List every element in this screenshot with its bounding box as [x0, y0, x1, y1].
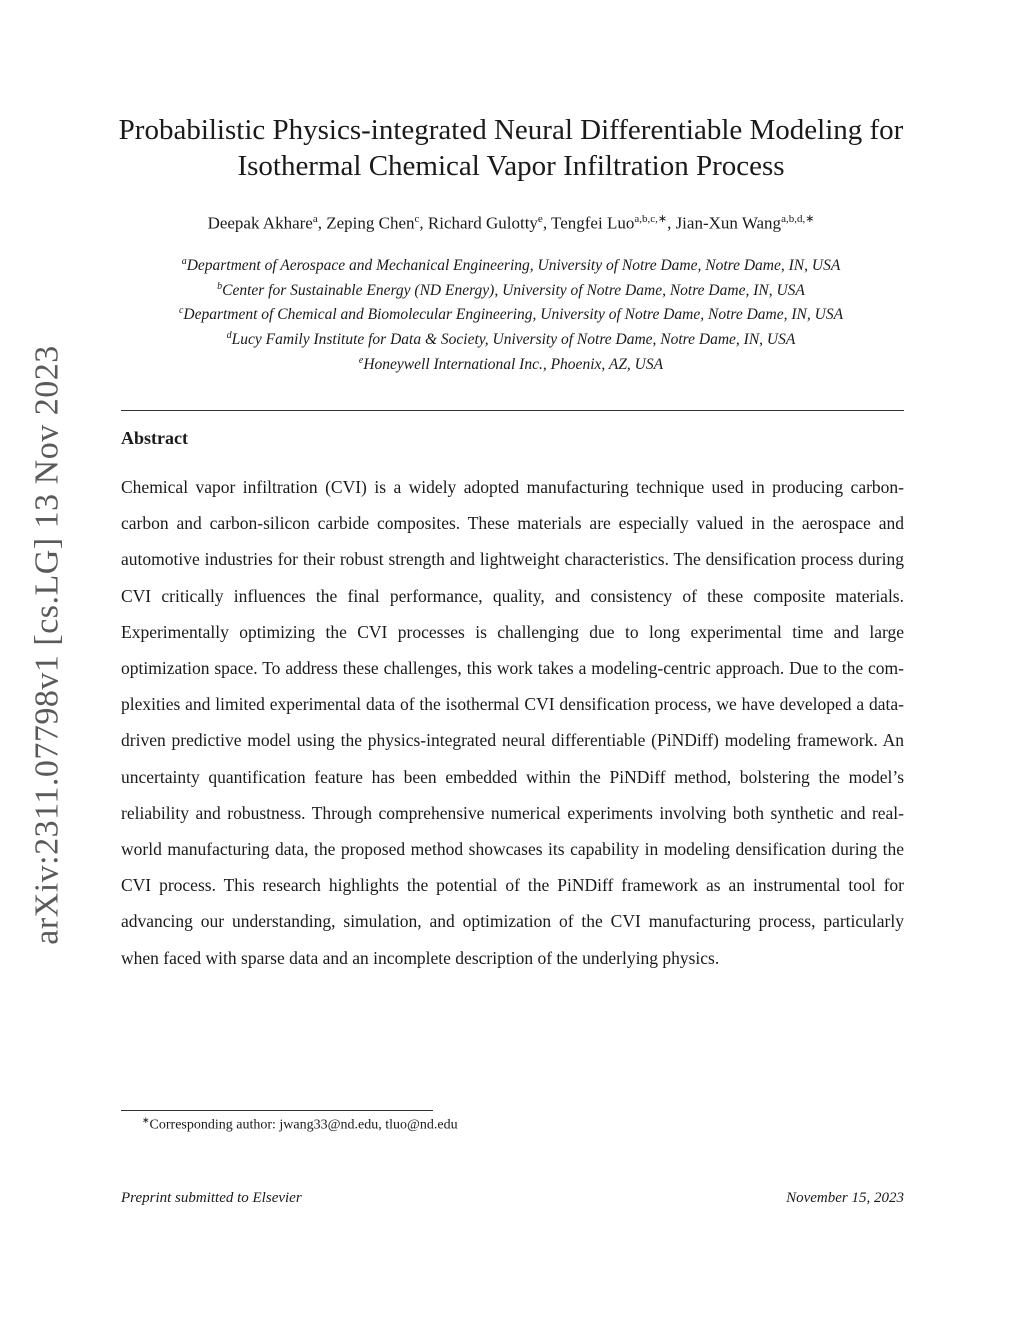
- author-affiliation-marker: c: [414, 213, 420, 225]
- arxiv-stamp-text: arXiv:2311.07798v1 [cs.LG] 13 Nov 2023: [29, 345, 67, 945]
- author-affiliation-marker: a,b,c,∗: [634, 213, 668, 225]
- corresponding-author-footnote: [142, 1115, 458, 1134]
- affiliation-marker: a: [181, 256, 187, 267]
- footer-preprint-note: Preprint submitted to Elsevier: [121, 1190, 302, 1206]
- affiliation-text: Lucy Family Institute for Data & Society, University of Notre Dame, Notre Dame, IN, USA: [231, 331, 796, 349]
- affiliation-marker: c: [178, 305, 184, 317]
- footnote-text: Corresponding author: jwang33@nd.edu, tluo@nd.edu: [149, 1117, 458, 1133]
- arxiv-stamp: [22, 345, 74, 945]
- footer-date: November 15, 2023: [786, 1190, 904, 1206]
- affiliation-text: Center for Sustainable Energy (ND Energy), University of Notre Dame, Notre Dame, IN, USA: [222, 281, 805, 299]
- abstract-body: Chemical vapor infiltration (CVI) is a widely adopted manufacturing technique used in producing carbon-carbon and carbon-silicon carbide composites. These materials are especially valued in the aerospace and automotive industries for their robust strength and lightweight characteristics. The densification process during CVI critically influences the final performance, quality, and consistency of these composite materials. Experimentally optimizing the CVI processes is challenging due to long experimental time and large optimization space. To address these challenges, this work takes a modeling-centric approach. Due to the complexities and limited experimental data of the isothermal CVI densification process, we have developed a data-driven predictive model using the physics-integrated neural differentiable (PiNDiff) modeling framework. An uncertainty quantification feature has been embedded within the PiNDiff method, bolstering the model’s reliability and robustness. Through comprehensive numerical experiments involving both synthetic and real-world manufacturing data, the proposed method showcases its capability in modeling densification during the CVI process. This research highlights the potential of the PiNDiff framework as an instrumental tool for advancing our understanding, simulation, and optimization of the CVI manufacturing process, particularly when faced with sparse data and an incomplete description of the underlying physics.: [121, 477, 904, 968]
- paper-title-line-2: Isothermal Chemical Vapor Infiltration Process: [237, 150, 785, 182]
- affiliation-text: Department of Aerospace and Mechanical Engineering, University of Notre Dame, Notre Dame, IN, USA: [186, 257, 841, 275]
- affiliation-text: Honeywell International Inc., Phoenix, AZ, USA: [363, 355, 664, 373]
- author-name: Jian-Xun Wang: [675, 213, 782, 233]
- affiliation-item: [100, 326, 922, 351]
- footnote-divider: [121, 1110, 433, 1111]
- author-affiliation-marker: e: [537, 213, 543, 225]
- affiliation-marker: d: [226, 329, 232, 341]
- affiliation-item: [100, 277, 922, 302]
- paper-title: [100, 112, 922, 184]
- author-name: Deepak Akhare: [207, 213, 313, 233]
- affiliation-marker: e: [358, 354, 364, 366]
- affiliation-item: [100, 252, 922, 277]
- affiliation-marker: b: [217, 280, 223, 292]
- affiliation-text: Department of Chemical and Biomolecular Engineering, University of Notre Dame, Notre Dame, IN, USA: [183, 306, 844, 324]
- affiliation-list: [100, 252, 922, 375]
- affiliation-item: [100, 351, 922, 376]
- header-divider: [121, 410, 904, 411]
- abstract-heading: Abstract: [121, 428, 188, 448]
- affiliation-item: [100, 301, 922, 326]
- author-name: Zeping Chen: [326, 213, 415, 233]
- author-name: Richard Gulotty: [427, 213, 538, 233]
- author-affiliation-marker: a: [312, 213, 318, 225]
- footnote-marker: ∗: [142, 1115, 150, 1125]
- paper-title-line-1: Probabilistic Physics-integrated Neural Differentiable Modeling for: [118, 114, 904, 146]
- author-list: Deepak Akhare$^a$, Zeping Chen$^c$, Richard Gulotty$^e$, Tengfei Luo$^{a,b,c,∗}$, Jian-Xun Wang$^{a,b,d,∗}$: [207, 213, 815, 233]
- author-affiliation-marker: a,b,d,∗: [781, 213, 815, 225]
- author-name: Tengfei Luo: [551, 213, 635, 233]
